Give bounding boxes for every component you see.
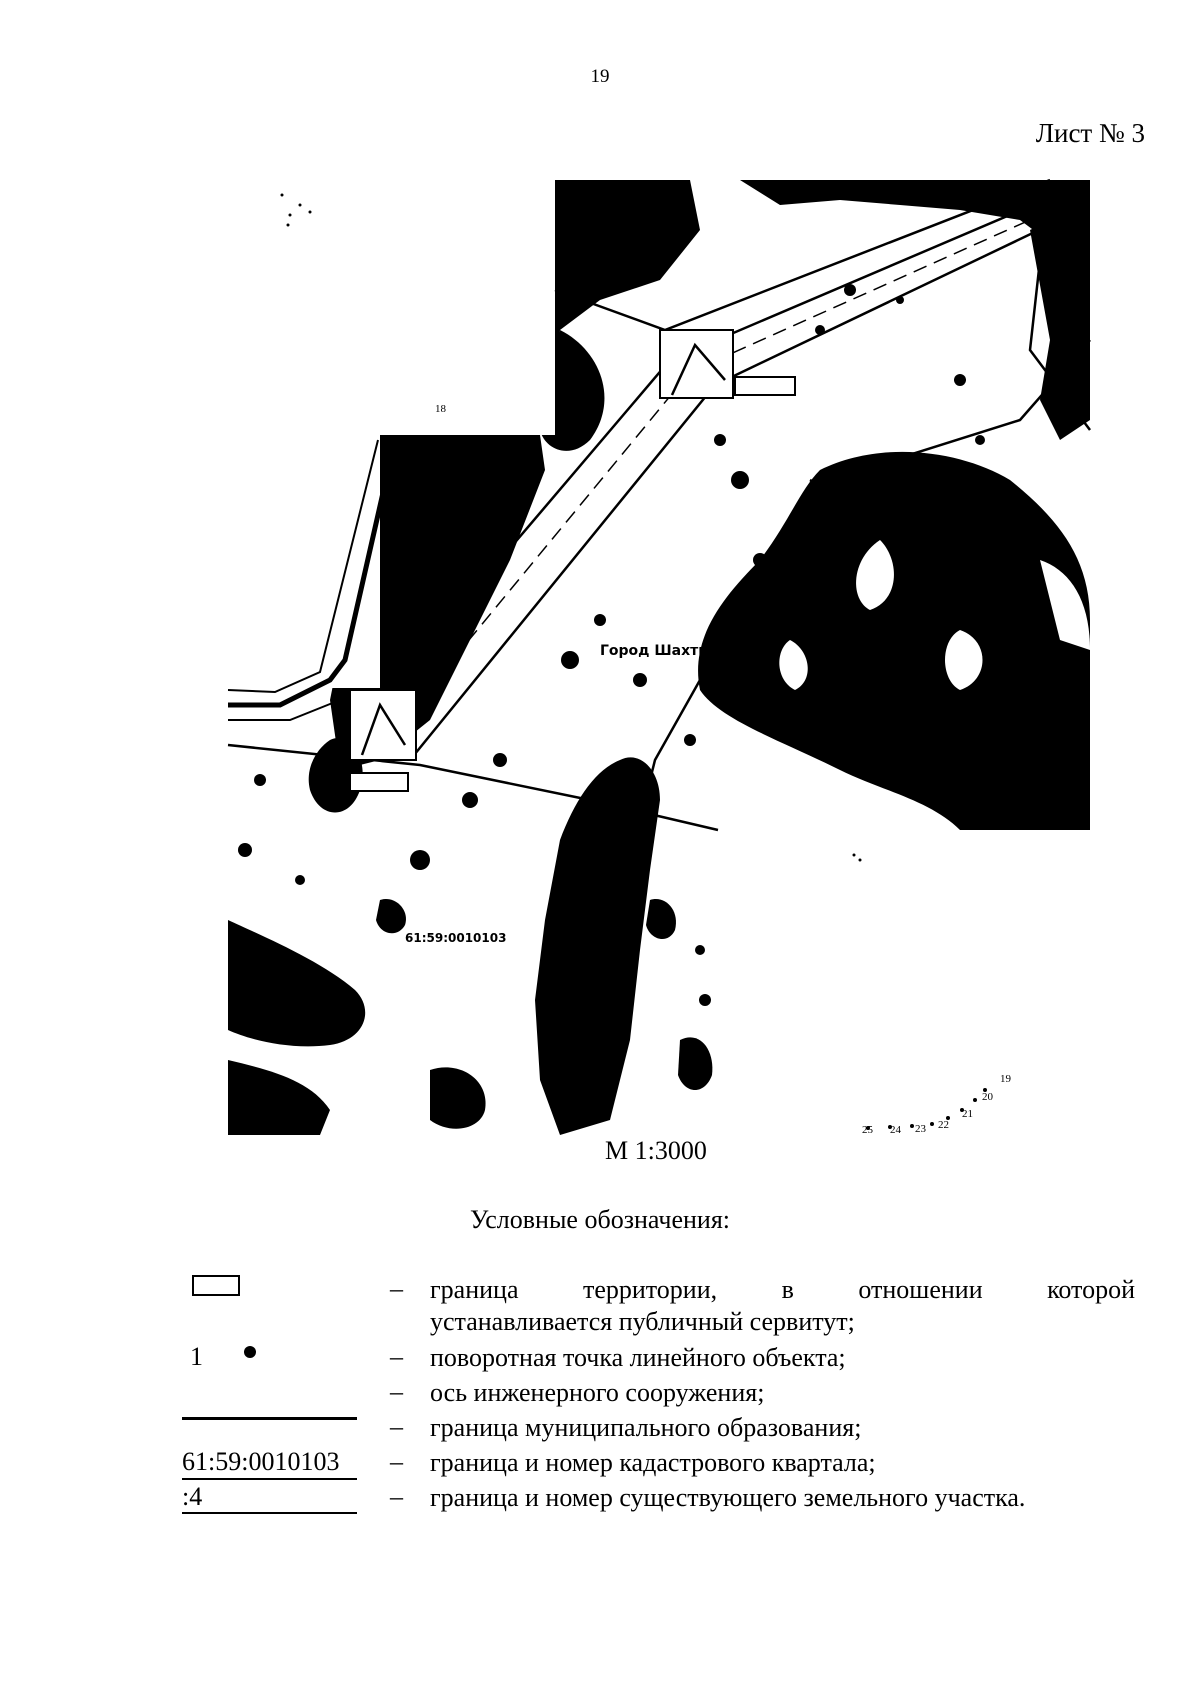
legend-item-6: граница и номер существующего земельного участка. <box>430 1483 1026 1512</box>
point-label-23: 23 <box>915 1123 926 1135</box>
road-lines <box>228 440 395 720</box>
point-label-18: 18 <box>435 403 446 415</box>
legend-item-4: граница муниципального образования; <box>430 1413 862 1442</box>
legend-item-3: ось инженерного сооружения; <box>430 1378 765 1407</box>
legend-plot-underline <box>182 1512 357 1514</box>
sheet-label: Лист № 3 <box>1035 118 1145 148</box>
legend-dash: – <box>390 1447 403 1476</box>
legend-dash: – <box>390 1482 403 1511</box>
legend-thick-line-symbol <box>182 1417 357 1420</box>
legend-item-2: поворотная точка линейного объекта; <box>430 1343 846 1372</box>
point-label-24: 24 <box>890 1124 901 1136</box>
legend-cadastral-underline <box>182 1478 357 1480</box>
legend-item-1-line1: граница территории, в отношении которой <box>430 1275 1135 1304</box>
map-scale: М 1:3000 <box>605 1136 707 1165</box>
legend-cadastral-number: 61:59:0010103 <box>182 1447 340 1476</box>
legend-dash: – <box>390 1342 403 1371</box>
settlement-label: Город Шахты <box>600 643 711 659</box>
legend-dash: – <box>390 1274 403 1303</box>
point-label-22: 22 <box>938 1119 949 1131</box>
legend-rectangle-symbol <box>192 1275 240 1296</box>
point-label-21: 21 <box>962 1108 973 1120</box>
legend-item-5: граница и номер кадастрового квартала; <box>430 1448 876 1477</box>
legend-item-1-line2: устанавливается публичный сервитут; <box>430 1307 855 1336</box>
legend-dash: – <box>390 1377 403 1406</box>
cadastral-label: 61:59:0010103 <box>405 931 507 945</box>
legend-title: Условные обозначения: <box>469 1205 731 1234</box>
page-number: 19 <box>590 66 610 87</box>
legend-point-number: 1 <box>190 1342 203 1371</box>
point-label-19: 19 <box>1000 1073 1011 1085</box>
point-label-20: 20 <box>982 1091 993 1103</box>
legend-point-symbol <box>244 1346 256 1358</box>
legend-plot-number: :4 <box>182 1482 203 1511</box>
point-label-25: 25 <box>862 1124 873 1136</box>
legend-dash: – <box>390 1412 403 1441</box>
